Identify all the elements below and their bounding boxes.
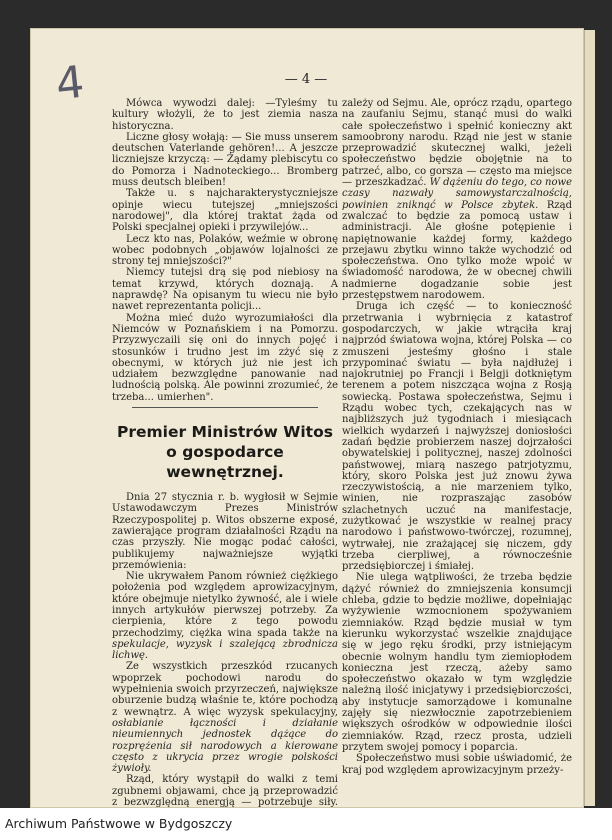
paragraph: Niemcy tutejsi drą się pod niebiosy na temat krzywd, których doznają. A naprawdę? Na opisanym tu wiecu nie było nawet reprezentanta policji... [112,267,338,313]
paragraph-text: Rząd zwalczać to będzie za pomocą ustaw i administracji. Ale głośne potępienie i napiętnowanie każdej formy, każdego przejawu zbytku winno także wychodzić od społeczeństwa. Ono tylko może wpoić w świadomość narodowa, że w obecnej chwili nadmierne dogadzanie sobie jest przestępstwem narodowem. [342,199,573,302]
paragraph: Mówca wywodzi dalej: —Tyleśmy tu kultury włożyli, że to jest ziemia nasza historyczna. [112,98,338,132]
paragraph: Można mieć dużo wyrozumiałości dla Niemców w Poznańskiem i na Pomorzu. Przyzwyczaili się oni do innych pojęć i stosunków i trudno jest im zżyć się z obecnymi, w których już nie jest ich udziałem bezwzględne panowanie nad ludnością polską. Ale powinni zrozumieć, że trzeba... umierhen". [112,312,338,403]
right-column [342,98,572,776]
page-number: — 4 — [284,72,328,87]
paragraph-text: Nie ukrywałem Panom również ciężkiego położenia pod względem aprowizacyjnym, które obejmuje nietylko żywność, ale i wiele innych artykułów pierwszej potrzeby. Za cierpienia, które z tego powodu przechodzimy, ciężka wina spada także na [112,571,338,639]
paragraph [112,661,338,774]
paragraph [342,98,572,301]
handwritten-page-number: 4 [53,56,87,111]
left-column [112,98,338,820]
paragraph: Druga ich część — to konieczność przetrwania i wybrnięcia z katastrof gospodarczych, w jakie wtrąciła kraj najprzód światowa wojna, której Polska — co zmuszeni jesteśmy głośno i stale przypominać światu — była najdłużej i najokrutniej po Francji i Belgji dotkniętym terenem a potem niszcząca wojna z Rosją sowiecką. Postawa społeczeństwa, Sejmu i Rządu wobec tych, czekających nas w najbliższych już tygodniach i miesiącach wielkich wydarzeń i najwyższej doniosłości zadań będzie probierzem naszej dojrzałości obywatelskiej i politycznej, naszej zdolności państwowej, miarą naszego patrjotyzmu, który, skoro Polska jest już znowu żywa rzeczywistością, a nie marzeniem tylko, winien, nie rozpraszając zasobów szlachetnych uczuć na manifestacje, zużytkować je wszystkie w realnej pracy narodowo i państwowo-twórczej, rozumnej, wytrwałej, nie zrażającej się niczem, gdy trzeba cierpliwej, a równocześnie przedsiębiorczej i śmiałej. [342,301,572,573]
article-headline: Premier Ministrów Witos o gospodarce wewnętrznej. [117,423,333,482]
paragraph: Nie ulega wątpliwości, że trzeba będzie dążyć również do zmniejszenia konsumcji chleba, gdzie to będzie możliwe, dopełniając wyżywienie wzmocnionem spożywaniem ziemniaków. Rząd będzie musiał w tym kierunku wykorzystać wszelkie znajdujące się w jego ręku środki, przy istniejącym obecnie wolnym handlu tym ziemiopłodem konieczna jest rzeczą, ażeby samo społeczeństwo okazało w tym względzie należną ilość inicjatywy i przedsiębiorczości, aby instytucje samorządowe i komunalne zajęły się niezwłocznie zapotrzebieniem większych ośrodków w odpowiednie ilości ziemniaków. Rząd, rzecz prosta, udzieli przytem swojej pomocy i poparcia. [342,572,572,753]
archive-footer: Archiwum Państwowe w Bydgoszczy [0,808,612,840]
divider [132,407,318,408]
paragraph [112,571,338,661]
paragraph: Rząd, który wystąpił do walki z temi zgubnemi objawami, chce ją przeprowadzić z bezwzględną energją — potrzebuje siły. [112,774,338,809]
paragraph-text: Ze wszystkich przeszkód rzucanych wpoprzek pochodowi narodu do wypełnienia swoich przyrzeczeń, największe oburzenie budzą właśnie te, które pochodzą z wewnątrz. A więc wyzysk spekulacyjny, [112,661,338,718]
paragraph: Dnia 27 stycznia r. b. wygłosił w Sejmie Ustawodawczym Prezes Ministrów Rzeczypospolitej p. Witos obszerne exposé, zawierające program działalności Rządu na czas przyszły. Nie mogąc podać całości, publikujemy najważniejsze wyjątki przemówienia: [112,492,338,571]
emphasis-text: W dążeniu do tego, co nowe czasy nazwały samowystarczalnością, powinien zniknąć w Polsce zbytek. [342,177,572,211]
paragraph: Lecz kto nas, Polaków, weźmie w obronę wobec podobnych „objawów lojalności ze strony tej mniejszości?" [112,233,338,268]
paragraph-text: zależy od Sejmu. Ale, oprócz rządu, opartego na zaufaniu Sejmu, stanąć musi do walki całe społeczeństwo i spełnić konieczny akt samoobrony narodu. Rząd nie jest w stanie przeprowadzić skutecznej walki, jeżeli społeczeństwo będzie obojętnie na to patrzeć, albo, co gorsza — często ma miejsce — przeszkadzać. [342,98,572,189]
emphasis-text: osłabianie łączności i działanie nieumiennych jednostek dążące do rozprężenia sił narodowych a kierowane często z ukrycia przez wrogie polskości żywioły. [112,717,338,775]
emphasis-text: spekulacje, wyzysk i szalejącą zbrodnicza lichwę. [112,638,338,662]
paragraph: Społeczeństwo musi sobie uświadomić, że kraj pod względem aprowizacyjnym przeży- [342,753,572,776]
paragraph: Także u. s najcharakterystyczniejsze opinje wiecu tutejszej „mniejszości narodowej", dla której traktat żąda od Polski specjalnej opieki i przywilejów... [112,188,338,234]
paragraph: Liczne głosy wołają: — Sie muss unserem deutschen Vaterlande gehören!... A jeszcze liczniejsze krzyczą: — Żądamy plebiscytu co do Pomorza i Nadnoteckiego... Bromberg muss deutsch bleiben! [112,131,338,189]
page-edge [584,30,595,806]
